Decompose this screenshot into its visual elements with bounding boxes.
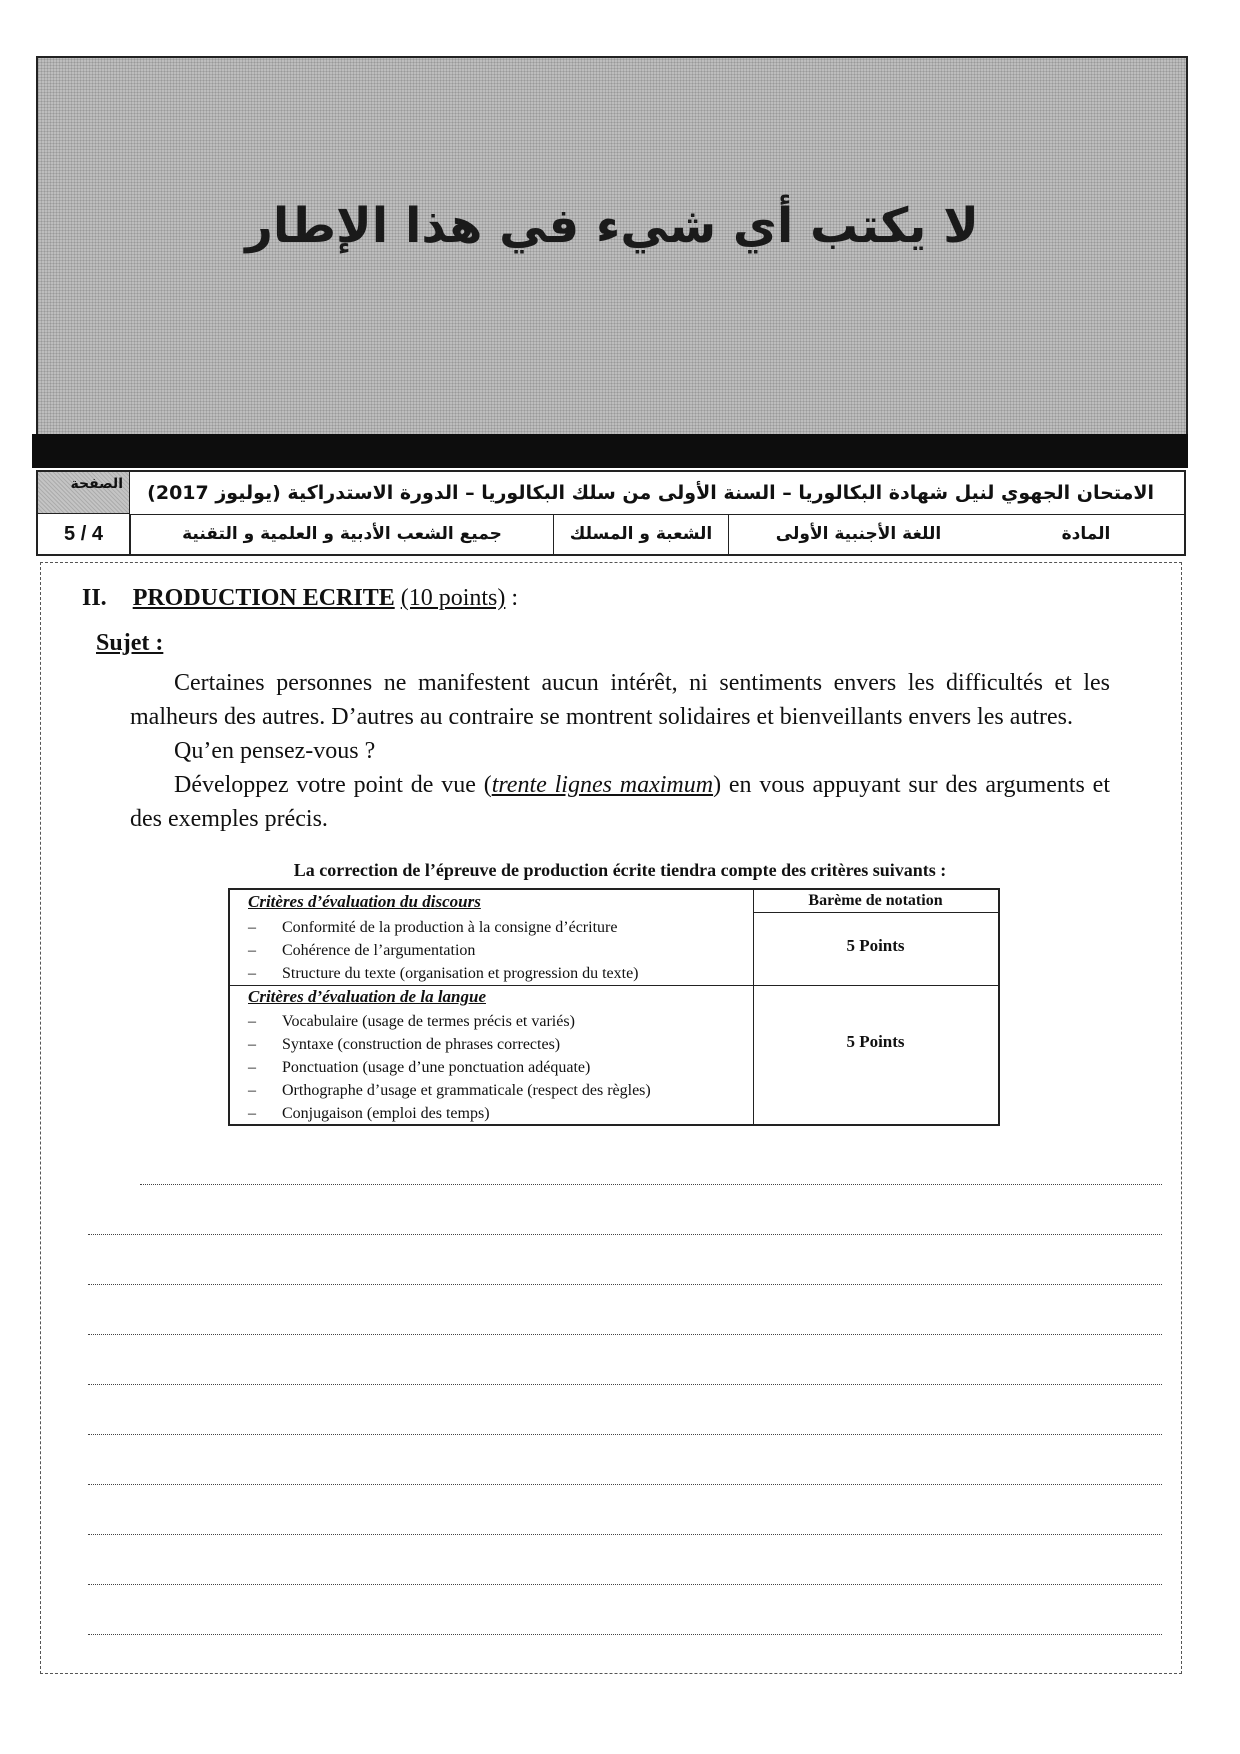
langue-points: 5 Points (846, 1032, 905, 1051)
langue-list (248, 1010, 651, 1125)
criteria-table (228, 888, 1000, 1126)
row-divider (230, 985, 998, 986)
writing-line[interactable] (88, 1634, 1162, 1635)
writing-line[interactable] (88, 1484, 1162, 1485)
discours-points: 5 Points (846, 936, 905, 955)
exam-title: الامتحان الجهوي لنيل شهادة البكالوريا – السنة الأولى من سلك البكالوريا – الدورة الاستدراكية (يوليوز 2017) (130, 472, 1184, 515)
column-divider (753, 890, 754, 1124)
list-item: – Ponctuation (usage d’une ponctuation adéquate) (248, 1059, 591, 1076)
no-write-frame (36, 56, 1188, 440)
writing-line[interactable] (88, 1584, 1162, 1585)
section-title (82, 585, 518, 612)
exam-header-table (36, 470, 1186, 556)
subject-value: اللغة الأجنبية الأولى (728, 514, 988, 554)
list-item: – Vocabulaire (usage de termes précis et variés) (248, 1013, 575, 1030)
writing-line[interactable] (88, 1534, 1162, 1535)
branch-value: جميع الشعب الأدبية و العلمية و التقنية (130, 514, 553, 554)
list-item: – Cohérence de l’argumentation (248, 942, 476, 959)
header-divider (753, 912, 998, 913)
subject-label: المادة (1061, 524, 1111, 544)
list-item: – Orthographe d’usage et grammaticale (respect des règles) (248, 1082, 651, 1099)
instruction-before: Développez votre point de vue ( (174, 772, 492, 798)
writing-line[interactable] (88, 1234, 1162, 1235)
discours-list (248, 916, 639, 985)
list-item: – Conformité de la production à la consigne d’écriture (248, 919, 618, 936)
list-item: – Conjugaison (emploi des temps) (248, 1105, 490, 1122)
writing-line[interactable] (88, 1334, 1162, 1335)
subject-instruction (130, 768, 1110, 836)
branch-label: الشعبة و المسلك (553, 514, 728, 554)
instruction-emphasis: trente lignes maximum (491, 772, 714, 798)
instruction-after: ) en vous appuyant sur des arguments et des exemples précis. (130, 772, 1111, 832)
section-points: (10 points) (400, 585, 506, 611)
section-number: II. (82, 585, 107, 611)
writing-line[interactable] (140, 1184, 1162, 1185)
list-item: – Syntaxe (construction de phrases correctes) (248, 1036, 561, 1053)
writing-line[interactable] (88, 1284, 1162, 1285)
section-heading: PRODUCTION ECRITE (132, 585, 395, 611)
no-write-notice: لا يكتب أي شيء في هذا الإطار (245, 198, 979, 254)
separator-band (32, 434, 1188, 468)
criteria-title: La correction de l’épreuve de production écrite tiendra compte des critères suivants : (293, 860, 947, 880)
subject-question: Qu’en pensez-vous ? (174, 738, 376, 764)
list-item: – Structure du texte (organisation et progression du texte) (248, 965, 639, 982)
langue-heading: Critères d’évaluation de la langue (248, 987, 486, 1006)
subject-paragraph: Certaines personnes ne manifestent aucun intérêt, ni sentiments envers les difficultés et les malheurs des autres. D’autres au contraire se montrent solidaires et bienveillants envers les autres. (130, 670, 1110, 730)
section-colon: : (505, 585, 519, 611)
writing-line[interactable] (88, 1384, 1162, 1385)
bareme-header: Barème de notation (808, 892, 943, 909)
page-label: الصفحة (38, 472, 130, 514)
sujet-label: Sujet : (96, 630, 164, 656)
page-number: 5 / 4 (38, 514, 130, 554)
writing-line[interactable] (88, 1434, 1162, 1435)
discours-heading: Critères d’évaluation du discours (248, 892, 481, 911)
